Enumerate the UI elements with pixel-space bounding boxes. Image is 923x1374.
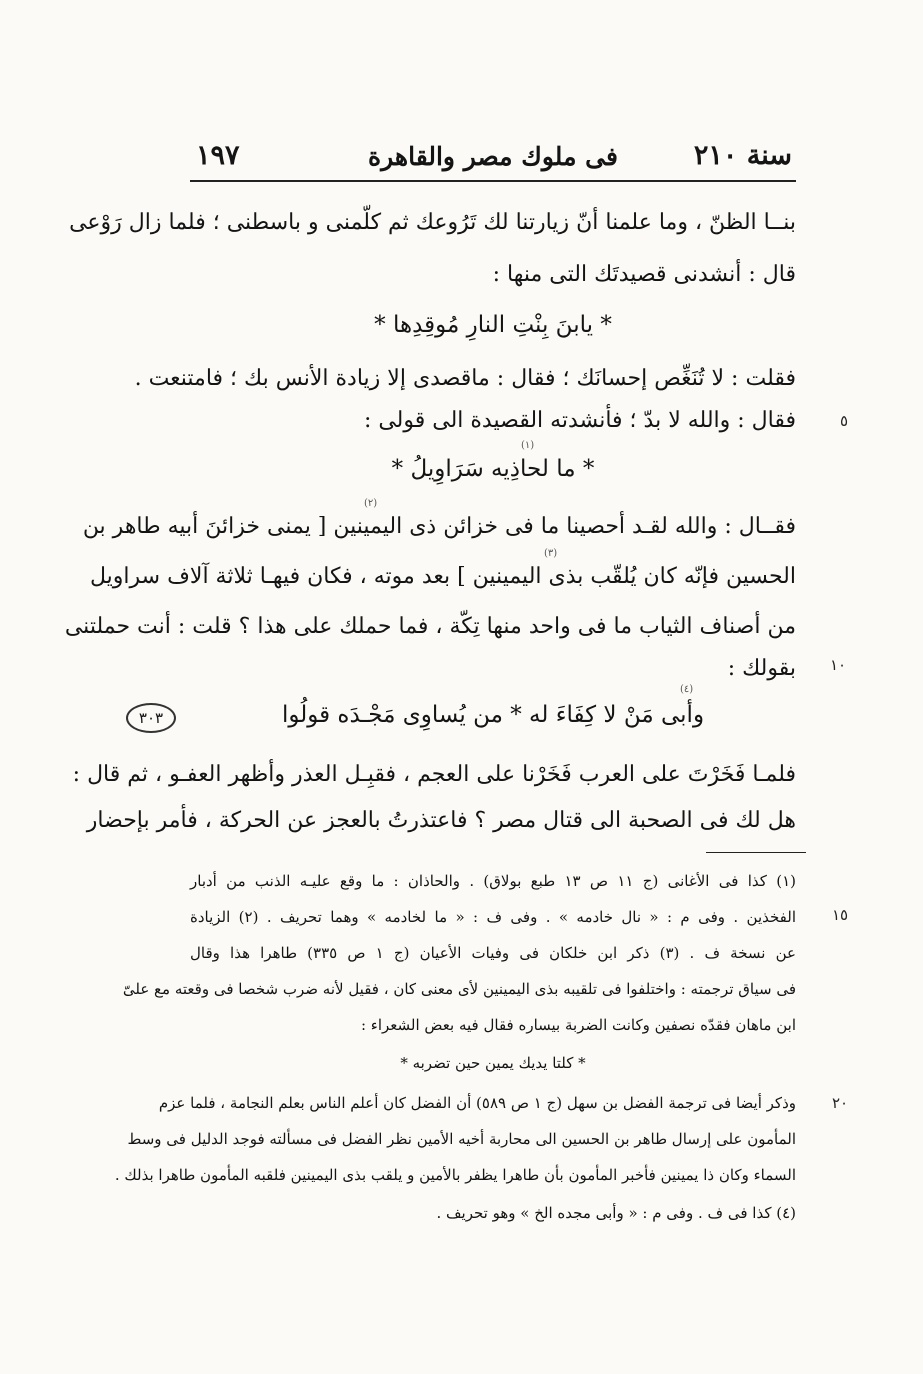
footnote-line: (٤) كذا فى ف . وفى م : « وأبى مجده الخ » وهو تحريف .: [436, 1204, 796, 1222]
line-number: ١٠: [830, 656, 847, 674]
body-line: قال : أنشدنى قصيدتَك التى منها :: [492, 262, 796, 287]
body-line: هل لك فى الصحبة الى قتال مصر ؟ فاعتذرتُ بالعجز عن الحركة ، فأمر بإحضار: [86, 808, 796, 833]
body-line: فلمـا فَخَرْتَ على العرب فَخَرْنا على العجم ، فقبِـل العذر وأظهر العفـو ، ثم قال :: [72, 762, 796, 787]
margin-page-reference: ٣٠٣: [126, 703, 176, 733]
body-line: الحسين فإنّه كان يُلقّب بذى اليمينين ] بعد موته ، فكان فيهـا ثلاثة آلاف سراويل: [90, 564, 796, 589]
verse-line: * ما لحاذِيه سَرَاوِيلُ *: [391, 456, 595, 482]
page-number: ١٩٧: [196, 140, 240, 171]
footnote-line: الفخذين . وفى م : « نال خادمه » . وفى ف : « ما لخادمه » وهما تحريف . (٢) الزيادة: [190, 908, 797, 926]
footnote-mark: (٣): [544, 548, 558, 559]
footnote-mark: (١): [521, 440, 535, 451]
header-year: سنة ٢١٠: [693, 140, 792, 171]
footnote-line: السماء وكان ذا يمينين فأخبر المأمون بأن طاهرا يظفر بالأمين و يلقب بذى اليمينين فلقبه المأمون طاهرا بذلك .: [114, 1166, 796, 1184]
body-line: فقــال : والله لقـد أحصينا ما فى خزائن ذى اليمينين [ يمنى خزائنَ أبيه طاهر بن: [82, 514, 796, 539]
footnote-line: ابن ماهان فقدّه نصفين وكانت الضربة بيساره فقال فيه بعض الشعراء :: [360, 1016, 796, 1034]
line-number: ١٥: [832, 906, 849, 924]
footnote-line: عن نسخة ف . (٣) ذكر ابن خلكان فى وفيات الأعيان (ج ١ ص ٣٣٥) طاهرا هذا وقال: [190, 944, 796, 962]
body-line: بقولك :: [727, 656, 796, 681]
body-line: فقال : والله لا بدّ ؛ فأنشدته القصيدة الى قولى :: [363, 408, 796, 433]
body-line: من أصناف الثياب ما فى واحد منها تِكّة ، فما حملك على هذا ؟ قلت : أنت حملتنى: [64, 614, 796, 639]
body-line: فقلت : لا تُنَغِّص إحسانَك ؛ فقال : ماقصدى إلا زيادة الأنس بك ؛ فامتنعت .: [134, 366, 796, 391]
footnote-line: فى سياق ترجمته : واختلفوا فى تلقيبه بذى اليمينين لأى معنى كان ، فقيل لأنه ضرب شخصا فى وقعته مع علىّ: [122, 980, 796, 998]
footnote-line: المأمون على إرسال طاهر بن الحسين الى محاربة أخيه الأمين نظر الفضل فى مسألته فوجد الدليل فى وسط: [127, 1130, 796, 1148]
line-number: ٢٠: [832, 1094, 849, 1112]
footnote-line: وذكر أيضا فى ترجمة الفضل بن سهل (ج ١ ص ٥٨٩) أن الفضل كان أعلم الناس بعلم النجامة ، فلما عزم: [158, 1094, 796, 1112]
footnote-verse: * كلتا يديك يمين حين تضربه *: [400, 1054, 586, 1072]
footnote-rule: [706, 852, 806, 853]
body-line: بنــا الظنّ ، وما علمنا أنّ زيارتنا لك تَرُوعك ثم كلّمنى و باسطنى ؛ فلما زال رَوْعى: [69, 210, 796, 235]
footnote-mark: (٢): [364, 498, 378, 509]
header-rule: [190, 180, 796, 182]
footnote-mark: (٤): [680, 684, 694, 695]
header-title: فى ملوك مصر والقاهرة: [368, 142, 618, 171]
verse-line: وأبى مَنْ لا كِفَاءَ له * من يُساوِى مَجْـدَه قولُوا: [281, 702, 705, 728]
footnote-line: (١) كذا فى الأغانى (ج ١١ ص ١٣ طبع بولاق) . والحاذان : ما وقع عليـه الذنب من أدبار: [190, 872, 796, 890]
verse-line: * يابنَ بِنْتِ النارِ مُوقِدِها *: [374, 312, 612, 338]
line-number: ٥: [840, 412, 849, 430]
running-header: [190, 136, 796, 180]
